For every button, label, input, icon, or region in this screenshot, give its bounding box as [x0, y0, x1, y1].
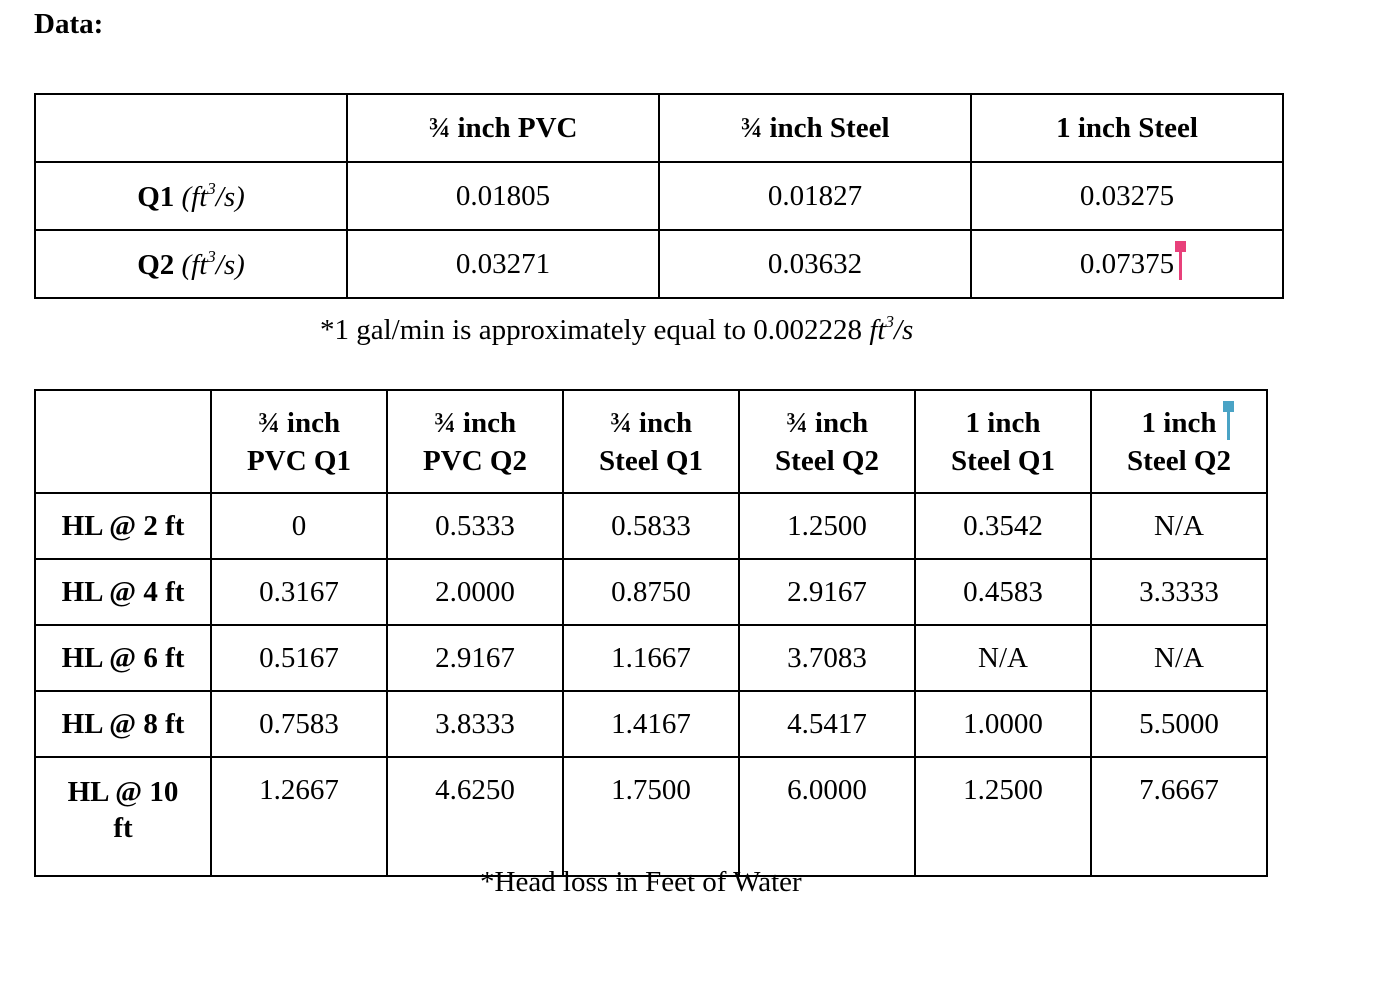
- hl-header-corner: [35, 390, 211, 493]
- flow-row-label: [35, 230, 347, 298]
- hl-cell: N/A: [915, 625, 1091, 691]
- hl-cell: 5.5000: [1091, 691, 1267, 757]
- flow-header-pvc-075: ¾ inch PVC: [347, 94, 659, 162]
- hl-cell: N/A: [1091, 625, 1267, 691]
- flow-cell: 0.03632: [659, 230, 971, 298]
- hl-row-label: HL @ 6 ft: [35, 625, 211, 691]
- flow-header-steel-1: 1 inch Steel: [971, 94, 1283, 162]
- flow-cell: 0.01805: [347, 162, 659, 230]
- hl-cell: 4.6250: [387, 757, 563, 876]
- hl-cell: 0.8750: [563, 559, 739, 625]
- flow-cell: 0.01827: [659, 162, 971, 230]
- flow-row-label: [35, 162, 347, 230]
- flow-table-header-row: [35, 94, 1283, 162]
- hl-cell: 1.2500: [915, 757, 1091, 876]
- hl-cell: 2.0000: [387, 559, 563, 625]
- hl-cell: 1.2500: [739, 493, 915, 559]
- flow-conversion-note: *1 gal/min is approximately equal to 0.002228 $ft^3/s$: [320, 312, 914, 346]
- hl-cell: 0.3167: [211, 559, 387, 625]
- hl-header-cell: ¾ inch Steel Q1: [563, 390, 739, 493]
- hl-cell: 6.0000: [739, 757, 915, 876]
- hl-cell: 4.5417: [739, 691, 915, 757]
- hl-cell: 2.9167: [739, 559, 915, 625]
- hl-cell: 3.3333: [1091, 559, 1267, 625]
- page-heading: Data:: [34, 8, 104, 40]
- hl-cell: 7.6667: [1091, 757, 1267, 876]
- hl-header-cell: ¾ inch PVC Q1: [211, 390, 387, 493]
- flow-cell: 0.07375: [971, 230, 1283, 298]
- hl-cell: 1.4167: [563, 691, 739, 757]
- hl-header-cell: 1 inch Steel Q1: [915, 390, 1091, 493]
- table-row: [35, 691, 1267, 757]
- flow-header-steel-075: ¾ inch Steel: [659, 94, 971, 162]
- hl-cell: 1.2667: [211, 757, 387, 876]
- head-loss-note: *Head loss in Feet of Water: [480, 866, 802, 898]
- hl-header-cell: ¾ inch PVC Q2: [387, 390, 563, 493]
- hl-cell: 2.9167: [387, 625, 563, 691]
- hl-cell: 0.4583: [915, 559, 1091, 625]
- flow-unit: $(ft^3/s)$: [181, 178, 245, 213]
- hl-cell: 1.0000: [915, 691, 1091, 757]
- hl-cell: 1.7500: [563, 757, 739, 876]
- hl-cell: 1.1667: [563, 625, 739, 691]
- hl-row-label: HL @ 4 ft: [35, 559, 211, 625]
- hl-cell: 0.5833: [563, 493, 739, 559]
- hl-cell: 0.5167: [211, 625, 387, 691]
- table-row: [35, 559, 1267, 625]
- hl-header-row: [35, 390, 1267, 493]
- hl-cell: 3.7083: [739, 625, 915, 691]
- hl-cell: 0: [211, 493, 387, 559]
- hl-cell: 0.7583: [211, 691, 387, 757]
- flow-rate-table: [34, 93, 1284, 299]
- hl-row-label: HL @ 8 ft: [35, 691, 211, 757]
- flow-row-label-text: Q1: [137, 180, 175, 213]
- hl-row-label: HL @ 10 ft: [35, 757, 211, 876]
- flow-cell: 0.03271: [347, 230, 659, 298]
- hl-header-cell: ¾ inch Steel Q2: [739, 390, 915, 493]
- table-row: [35, 493, 1267, 559]
- flow-unit: $(ft^3/s)$: [181, 246, 245, 281]
- table-row: [35, 757, 1267, 876]
- flow-row-q2: [35, 230, 1283, 298]
- hl-cell: 0.3542: [915, 493, 1091, 559]
- hl-cell: N/A: [1091, 493, 1267, 559]
- flow-header-corner: [35, 94, 347, 162]
- comment-marker-pink-icon[interactable]: [1179, 241, 1182, 280]
- flow-row-q1: [35, 162, 1283, 230]
- head-loss-table: [34, 389, 1268, 877]
- table-row: [35, 625, 1267, 691]
- comment-marker-teal-icon[interactable]: [1227, 401, 1230, 440]
- hl-cell: 0.5333: [387, 493, 563, 559]
- hl-cell: 3.8333: [387, 691, 563, 757]
- flow-row-label-text: Q2: [137, 248, 175, 281]
- hl-row-label: HL @ 2 ft: [35, 493, 211, 559]
- flow-cell: 0.03275: [971, 162, 1283, 230]
- hl-header-cell: 1 inch Steel Q2: [1091, 390, 1267, 493]
